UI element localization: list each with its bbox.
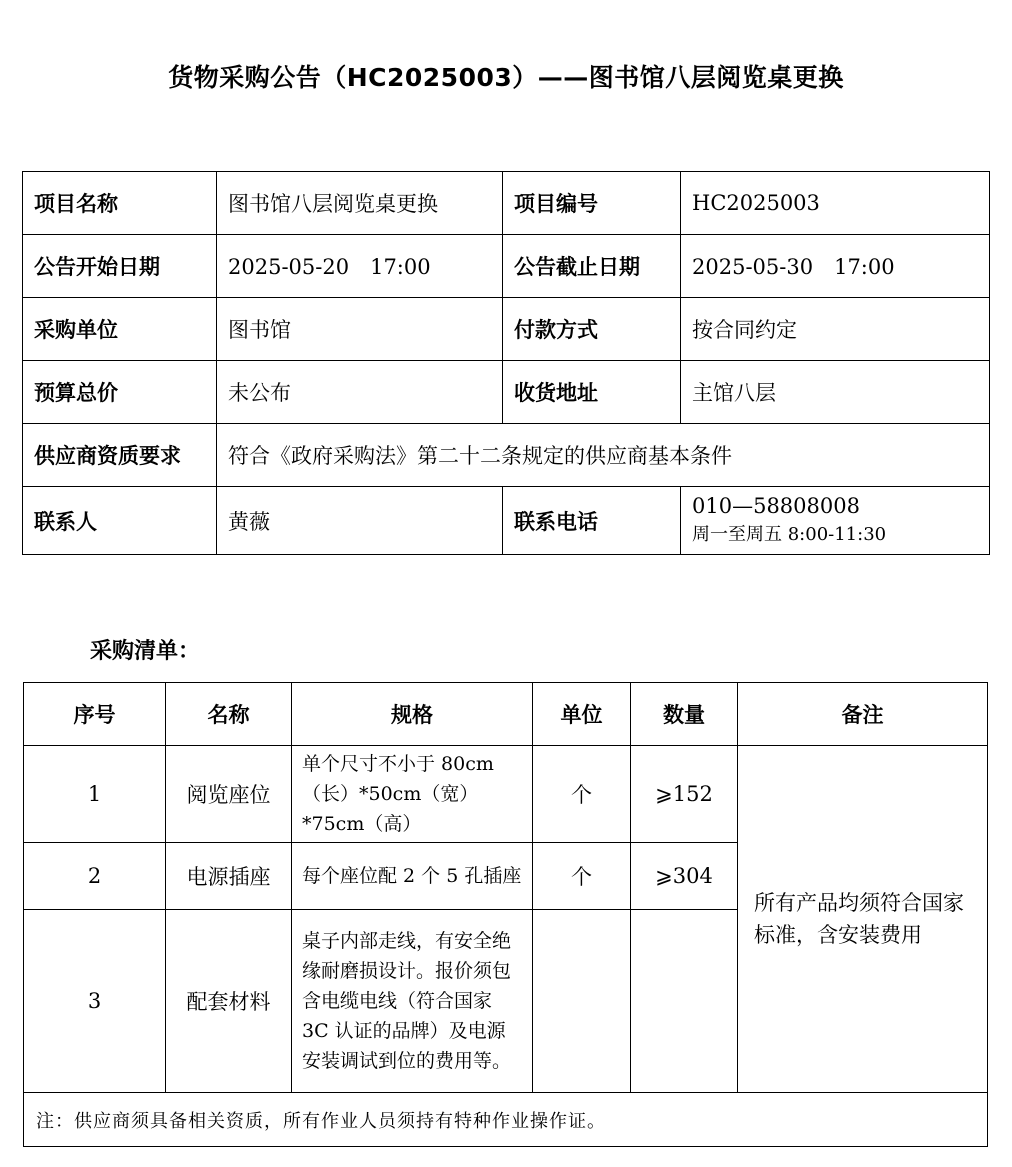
- project-name-label: 项目名称: [23, 172, 217, 235]
- row-spec: 每个座位配 2 个 5 孔插座: [292, 843, 533, 910]
- header-name: 名称: [166, 683, 292, 746]
- address-label: 收货地址: [503, 361, 681, 424]
- address-value: 主馆八层: [681, 361, 990, 424]
- payment-label: 付款方式: [503, 298, 681, 361]
- purchase-list-title: 采购清单：: [90, 639, 201, 664]
- remark-cell: 所有产品均须符合国家标准，含安装费用: [738, 746, 988, 1093]
- row-name: 阅览座位: [166, 746, 292, 843]
- purchaser-value: 图书馆: [217, 298, 503, 361]
- header-unit: 单位: [533, 683, 631, 746]
- phone-cell: [681, 487, 990, 555]
- page-title: 货物采购公告（HC2025003）——图书馆八层阅览桌更换: [168, 63, 844, 92]
- qualification-value: 符合《政府采购法》第二十二条规定的供应商基本条件: [217, 424, 990, 487]
- table-row: [24, 746, 988, 843]
- row-unit: [533, 910, 631, 1093]
- start-date-value: 2025-05-20 17:00: [217, 235, 503, 298]
- row-spec: 单个尺寸不小于 80cm（长）*50cm（宽）*75cm（高）: [292, 746, 533, 843]
- project-info-table: [22, 171, 990, 555]
- row-qty: ⩾304: [631, 843, 738, 910]
- row-qty: ⩾152: [631, 746, 738, 843]
- info-row: [23, 235, 990, 298]
- info-row: [23, 487, 990, 555]
- project-no-label: 项目编号: [503, 172, 681, 235]
- payment-value: 按合同约定: [681, 298, 990, 361]
- info-row: [23, 424, 990, 487]
- start-date-label: 公告开始日期: [23, 235, 217, 298]
- row-unit: 个: [533, 843, 631, 910]
- end-date-value: 2025-05-30 17:00: [681, 235, 990, 298]
- footnote-row: [24, 1093, 988, 1147]
- row-name: 电源插座: [166, 843, 292, 910]
- purchaser-label: 采购单位: [23, 298, 217, 361]
- budget-value: 未公布: [217, 361, 503, 424]
- row-no: 2: [24, 843, 166, 910]
- contact-label: 联系人: [23, 487, 217, 555]
- info-row: [23, 361, 990, 424]
- header-no: 序号: [24, 683, 166, 746]
- phone-value: 010—58808008: [692, 493, 860, 518]
- row-no: 1: [24, 746, 166, 843]
- phone-hours: 周一至周五 8:00-11:30: [692, 523, 887, 545]
- info-row: [23, 298, 990, 361]
- table-header-row: [24, 683, 988, 746]
- project-no-value: HC2025003: [681, 172, 990, 235]
- footnote: 注：供应商须具备相关资质，所有作业人员须持有特种作业操作证。: [24, 1093, 988, 1147]
- row-unit: 个: [533, 746, 631, 843]
- contact-value: 黄薇: [217, 487, 503, 555]
- row-no: 3: [24, 910, 166, 1093]
- phone-label: 联系电话: [503, 487, 681, 555]
- row-name: 配套材料: [166, 910, 292, 1093]
- info-row: [23, 172, 990, 235]
- header-qty: 数量: [631, 683, 738, 746]
- header-spec: 规格: [292, 683, 533, 746]
- header-remark: 备注: [738, 683, 988, 746]
- qualification-label: 供应商资质要求: [23, 424, 217, 487]
- budget-label: 预算总价: [23, 361, 217, 424]
- end-date-label: 公告截止日期: [503, 235, 681, 298]
- purchase-list-table: [23, 682, 988, 1147]
- row-qty: [631, 910, 738, 1093]
- project-name-value: 图书馆八层阅览桌更换: [217, 172, 503, 235]
- row-spec: 桌子内部走线，有安全绝缘耐磨损设计。报价须包含电缆电线（符合国家 3C 认证的品牌）及电源安装调试到位的费用等。: [292, 910, 533, 1093]
